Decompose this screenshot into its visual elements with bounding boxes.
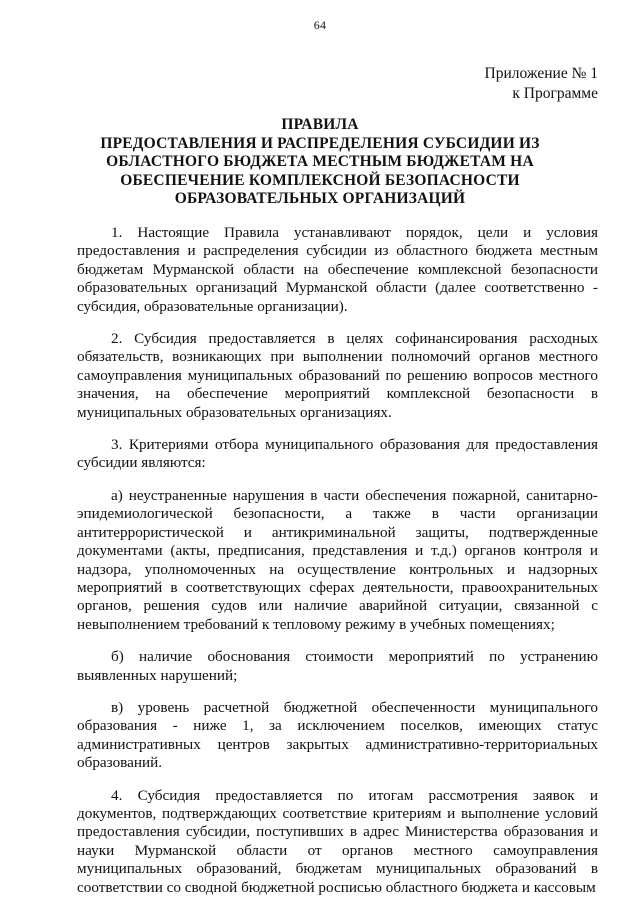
title-line-4: ОБЕСПЕЧЕНИЕ КОМПЛЕКСНОЙ БЕЗОПАСНОСТИ xyxy=(120,171,520,189)
page-number: 64 xyxy=(313,18,327,32)
paragraph-1: 1. Настоящие Правила устанавливают порядок, цели и условия предоставления и распределения субсидии из областного бюджета местным бюджетам Мурманской области на обеспечение комплексной безопасности образовательных организаций Мурманской области (далее соответственно - субсидия, образовательные организации). xyxy=(77,224,598,315)
title-line-2: ПРЕДОСТАВЛЕНИЯ И РАСПРЕДЕЛЕНИЯ СУБСИДИИ ИЗ xyxy=(100,134,540,152)
paragraph-3: 3. Критериями отбора муниципального образования для предоставления субсидии являются: xyxy=(77,436,598,472)
paragraph-3-item-a: а) неустраненные нарушения в части обеспечения пожарной, санитарно-эпидемиологической безопасности, а также в части организации антитеррористической и антикриминальной защиты, подтвержденные документами (акты, предписания, представления и т.д.) органов контроля и надзора, уполномоченных на осуществление контрольных и надзорных мероприятий в соответствующих сферах деятельности, правоохранительных органов, решения судов или наличие аварийной ситуации, связанной с невыполнением требований к тепловому режиму в учебных помещениях; xyxy=(77,486,598,633)
title-line-3: ОБЛАСТНОГО БЮДЖЕТА МЕСТНЫМ БЮДЖЕТАМ НА xyxy=(106,153,534,170)
paragraph-2: 2. Субсидия предоставляется в целях софинансирования расходных обязательств, возникающих при выполнении полномочий органов местного самоуправления муниципальных образований по решению вопросов местного значения, на обеспечение мероприятий комплексной безопасности в муниципальных образовательных организациях. xyxy=(77,330,598,421)
appendix-line-1: Приложение № 1 xyxy=(484,65,598,82)
appendix-reference xyxy=(485,64,598,104)
paragraph-3-item-b: б) наличие обоснования стоимости мероприятий по устранению выявленных нарушений; xyxy=(77,648,598,684)
title-line-5: ОБРАЗОВАТЕЛЬНЫХ ОРГАНИЗАЦИЙ xyxy=(174,190,466,207)
title-line-1: ПРАВИЛА xyxy=(281,116,359,133)
document-title xyxy=(60,116,580,209)
paragraph-3-item-c: в) уровень расчетной бюджетной обеспеченности муниципального образования - ниже 1, за исключением поселков, имеющих статус административных центров закрытых административно-территориальных образований. xyxy=(77,698,598,772)
appendix-line-2: к Программе xyxy=(512,85,598,102)
document-body xyxy=(77,224,598,911)
paragraph-4: 4. Субсидия предоставляется по итогам рассмотрения заявок и документов, подтверждающих соответствие критериям и выполнение условий предоставления субсидии, поступивших в адрес Министерства образования и науки Мурманской области от органов местного самоуправления муниципальных образований, бюджетам муниципальных образований в соответствии со сводной бюджетной росписью областного бюджета и кассовым xyxy=(77,786,598,896)
